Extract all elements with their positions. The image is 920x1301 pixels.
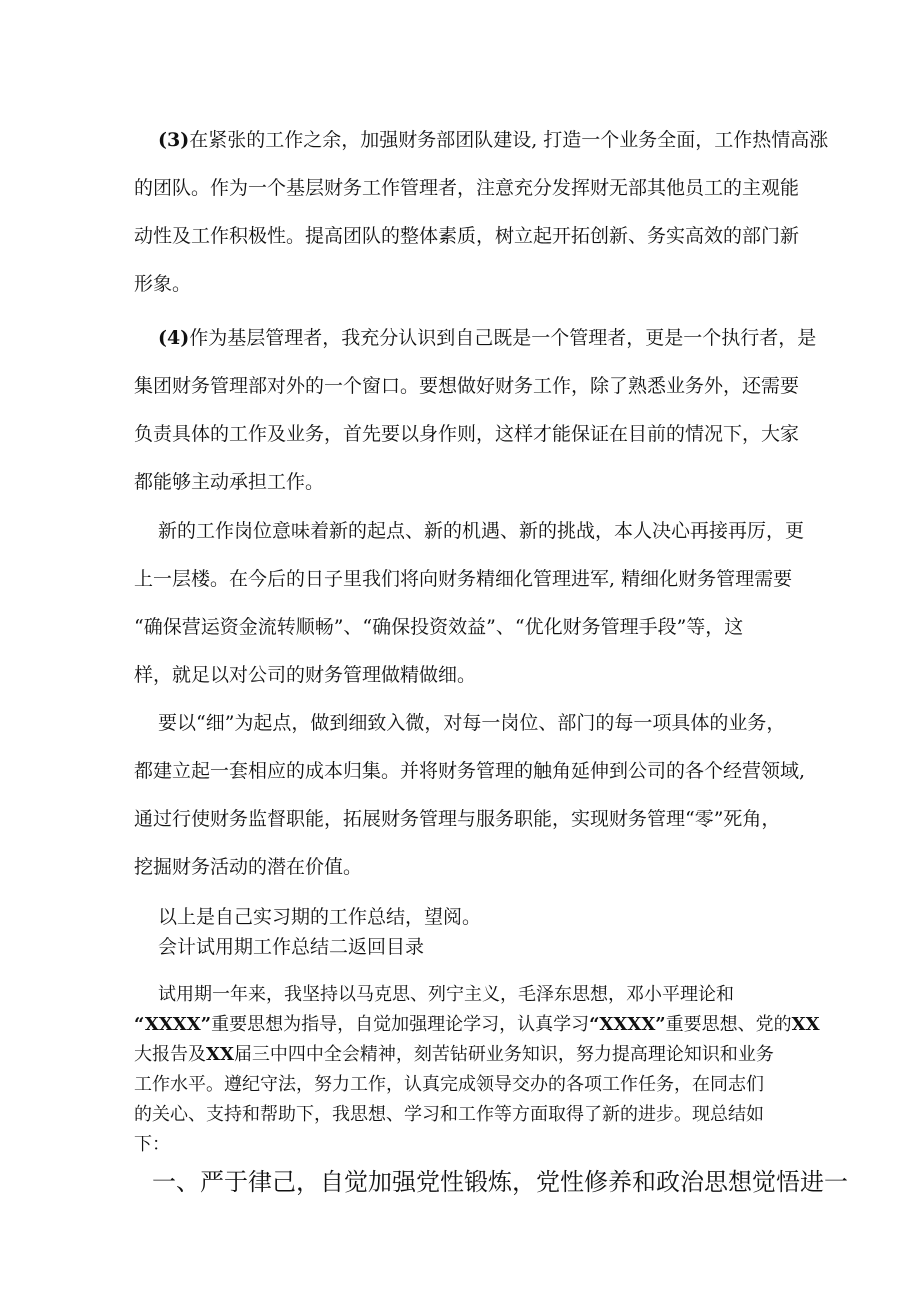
paragraph-line: 大报告及XX届三中四中全会精神，刻苦钻研业务知识，努力提高理论知识和业务 bbox=[134, 1044, 774, 1065]
paragraph-line: 负责具体的工作及业务，首先要以身作则，这样才能保证在目前的情况下，大家 bbox=[134, 423, 800, 445]
closing-line: 以上是自己实习期的工作总结，望阅。 bbox=[158, 906, 482, 928]
paragraph-line: 工作水平。遵纪守法，努力工作，认真完成领导交办的各项工作任务，在同志们 bbox=[134, 1074, 764, 1095]
return-to-toc-link[interactable]: 会计试用期工作总结二返回目录 bbox=[158, 936, 425, 958]
paragraph-line: 的关心、支持和帮助下，我思想、学习和工作等方面取得了新的进步。现总结如 bbox=[134, 1104, 764, 1125]
paragraph-line: “XXXX”重要思想为指导，自觉加强理论学习，认真学习“XXXX”重要思想、党的XX bbox=[134, 1014, 820, 1035]
paragraph-line: (3)在紧张的工作之余，加强财务部团队建设, 打造一个业务全面，工作热情高涨 bbox=[158, 129, 829, 151]
paragraph-line: 通过行使财务监督职能，拓展财务管理与服务职能，实现财务管理“零”死角， bbox=[134, 808, 781, 830]
paragraph-line: 试用期一年来，我坚持以马克思、列宁主义，毛泽东思想，邓小平理论和 bbox=[158, 984, 734, 1005]
paragraph-line: 挖掘财务活动的潜在价值。 bbox=[134, 856, 363, 878]
paragraph-line: 形象。 bbox=[134, 273, 192, 295]
paragraph-line: 的团队。作为一个基层财务工作管理者，注意充分发挥财无部其他员工的主观能 bbox=[134, 177, 800, 199]
section-heading: 一、严于律己，自觉加强党性锻炼，党性修养和政治思想觉悟进一 bbox=[152, 1168, 848, 1196]
paragraph-line: 样，就足以对公司的财务管理做精做细。 bbox=[134, 664, 477, 686]
paragraph-line: 集团财务管理部对外的一个窗口。要想做好财务工作，除了熟悉业务外，还需要 bbox=[134, 375, 800, 397]
paragraph-line: “确保营运资金流转顺畅”、“确保投资效益”、“优化财务管理手段”等，这 bbox=[134, 616, 744, 638]
paragraph-line: 动性及工作积极性。提高团队的整体素质，树立起开拓创新、务实高效的部门新 bbox=[134, 225, 800, 247]
paragraph-line: 下： bbox=[134, 1134, 170, 1155]
paragraph-line: (4)作为基层管理者，我充分认识到自己既是一个管理者，更是一个执行者，是 bbox=[158, 327, 817, 349]
paragraph-line: 新的工作岗位意味着新的起点、新的机遇、新的挑战，本人决心再接再厉，更 bbox=[158, 520, 805, 542]
paragraph-line: 要以“细”为起点，做到细致入微，对每一岗位、部门的每一项具体的业务， bbox=[158, 712, 786, 734]
paragraph-line: 都建立起一套相应的成本归集。并将财务管理的触角延伸到公司的各个经营领域, bbox=[134, 760, 806, 782]
paragraph-line: 都能够主动承担工作。 bbox=[134, 471, 325, 493]
paragraph-line: 上一层楼。在今后的日子里我们将向财务精细化管理进军, 精细化财务管理需要 bbox=[134, 568, 793, 590]
